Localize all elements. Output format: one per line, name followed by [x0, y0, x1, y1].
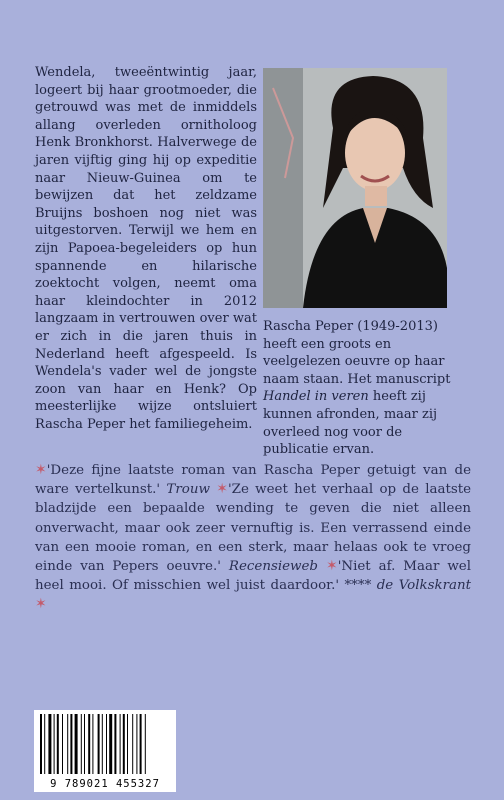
author-bio	[263, 318, 453, 459]
blurb-text: Wendela, tweeëntwintig jaar, logeert bij haar grootmoeder, die getrouwd was met de inmiddels allang overleden ornitholoog Henk Bronkhorst. Halverwege de jaren vijftig ging hij op expeditie naar Nieuw-Guinea om te bewijzen dat het zeldzame Bruijns boshoen nog niet was uitgestorven. Terwijl we hem en zijn Papoea-begeleiders op hun spannende en hilarische zoektocht volgen, neemt oma haar kleindochter in 2012 langzaam in vertrouwen over wat er zich in die jaren thuis in Nederland heeft afgespeeld. Is Wendela's vader wel de jongste zoon van haar en Henk? Op meesterlijke wijze ontsluiert Rascha Peper het familiegeheim.	[35, 65, 257, 432]
quote-text: 'Ze weet het verhaal op de laatste bladzijde een bepaalde wending te geven die niet alleen onverwacht, maar ook zeer vernuftig is. Een verrassend einde van een mooie roman, en een sterk, maar helaas ook te vroeg einde van Pepers oeuvre.'	[35, 482, 471, 575]
barcode-bars	[38, 714, 172, 774]
quote-rating: ****	[344, 578, 372, 594]
quote-source: de Volkskrant	[376, 578, 471, 594]
bio-text-1: Rascha Peper (1949-2013) heeft een groots en veelgelezen oeuvre op haar naam staan. Het manuscript	[263, 319, 451, 387]
isbn-barcode	[34, 710, 176, 792]
quote-text: 'Deze fijne laatste roman van Rascha Peper getuigt van de ware vertelkunst.'	[35, 463, 471, 498]
quote-source: Trouw	[166, 482, 210, 498]
star-ornament-icon: ✶	[216, 481, 228, 498]
bio-text-2: heeft zij kunnen afronden, maar zij overleed nog voor de publicatie ervan.	[263, 389, 438, 458]
isbn-number: 9 789021 455327	[50, 778, 160, 790]
author-photo	[263, 68, 447, 308]
star-ornament-icon: ✶	[35, 596, 47, 613]
star-ornament-icon: ✶	[35, 462, 47, 478]
bio-book-title: Handel in veren	[263, 389, 369, 405]
review-quotes	[35, 461, 471, 615]
quote-source: Recensieweb	[228, 559, 318, 575]
quote-text: 'Niet af. Maar wel heel mooi. Of misschien wel juist daardoor.'	[35, 559, 472, 594]
star-ornament-icon: ✶	[325, 558, 338, 575]
